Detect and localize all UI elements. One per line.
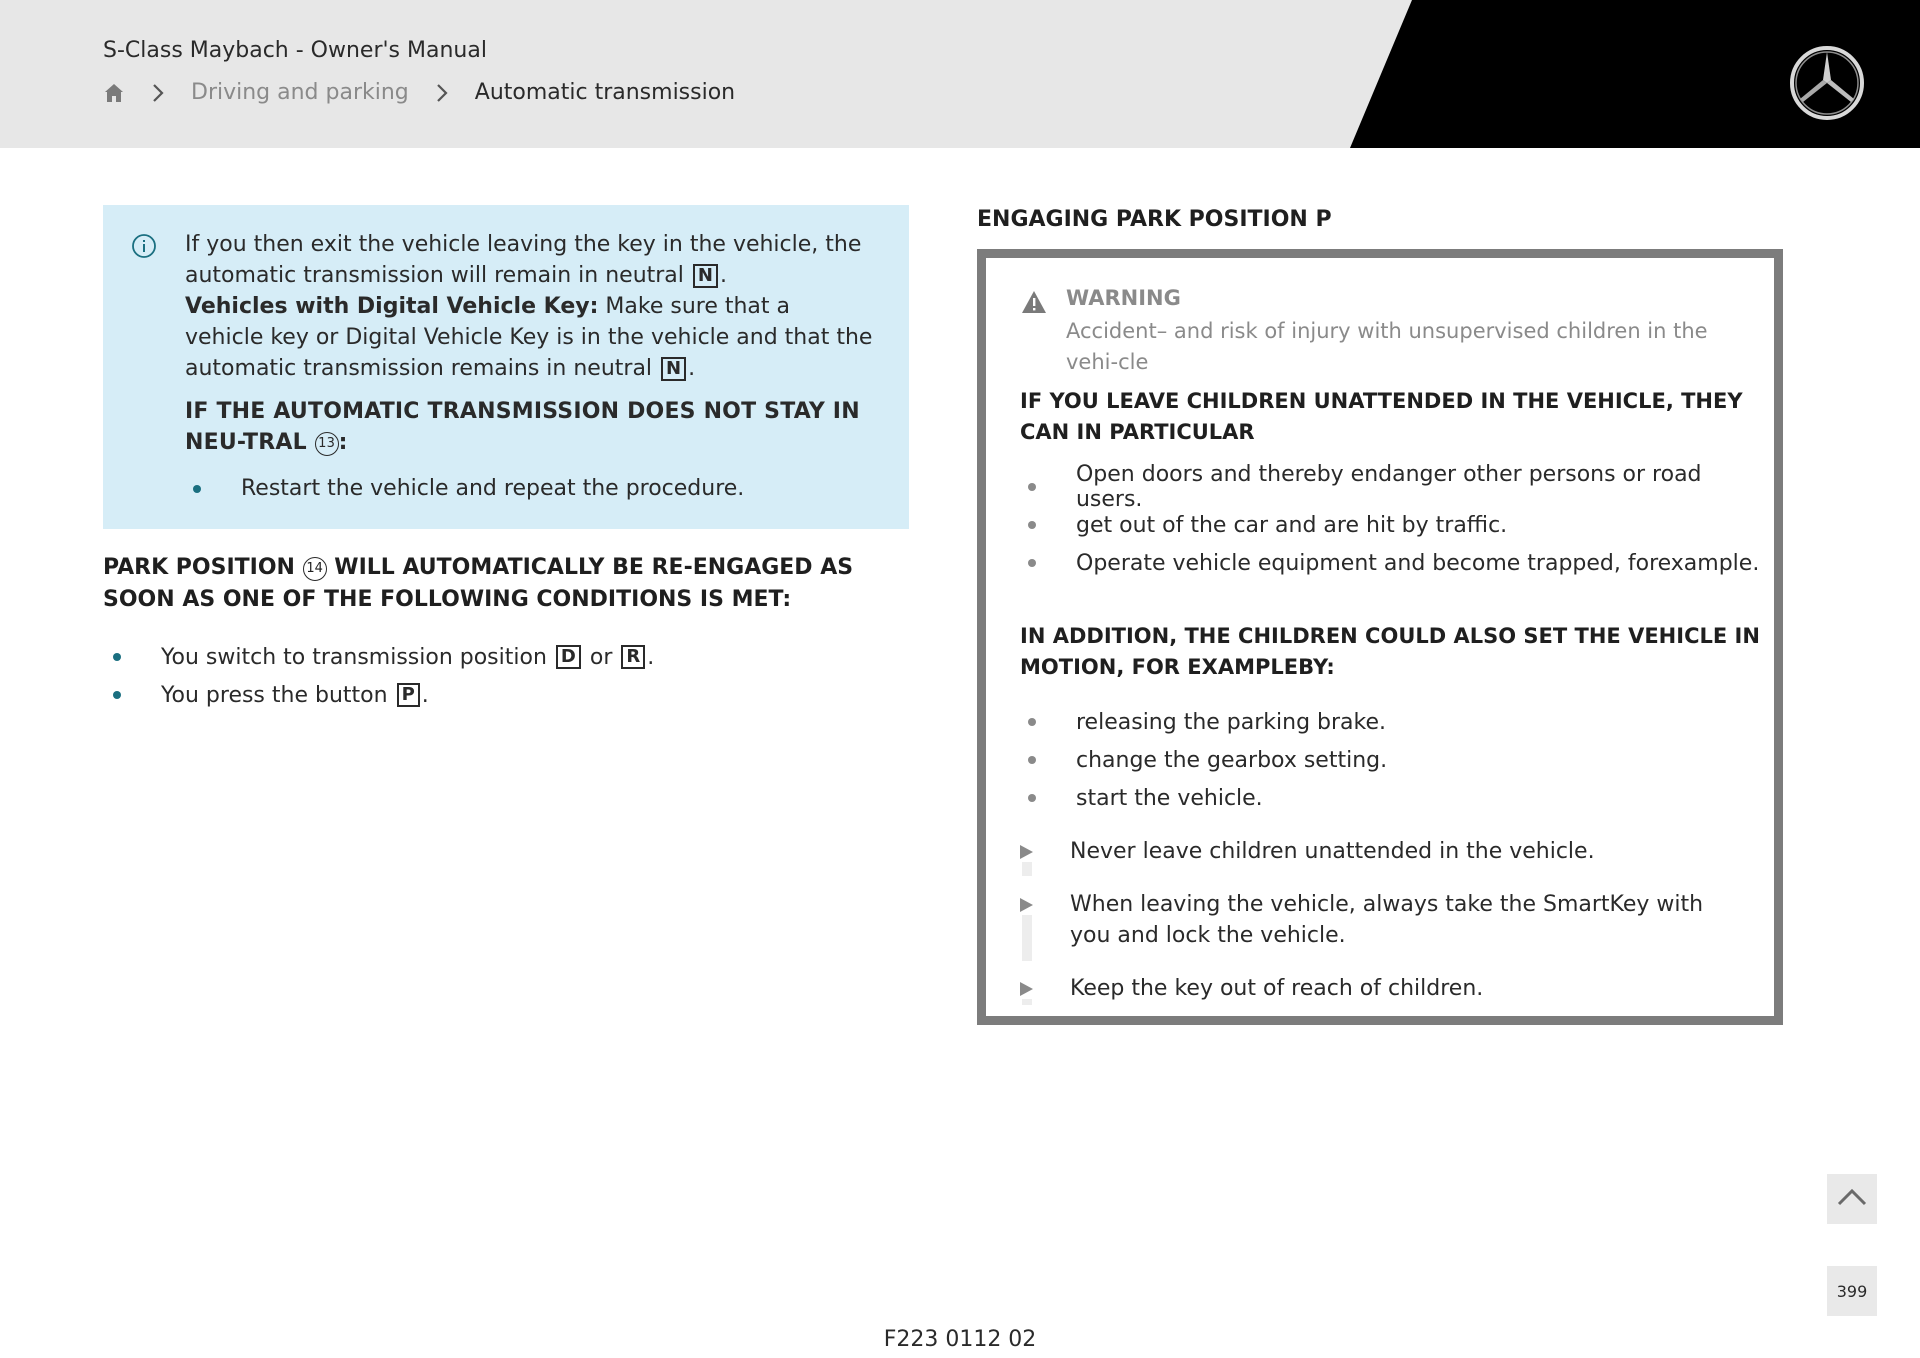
list-item-text: start the vehicle. xyxy=(1076,785,1263,811)
warning-heading-1: IF YOU LEAVE CHILDREN UNATTENDED IN THE VEHICLE, THEY CAN IN PARTICULAR xyxy=(1020,389,1743,444)
callout-marker-14: 14 xyxy=(303,557,327,581)
list-item-text: Open doors and thereby endanger other persons or road users. xyxy=(1075,462,1702,512)
warning-subtitle: Accident– and risk of injury with unsupervised children in the vehi-cle xyxy=(1066,319,1708,374)
bullet-icon xyxy=(193,485,201,493)
bullet-icon xyxy=(1028,521,1036,529)
home-icon[interactable] xyxy=(103,82,125,104)
page-number[interactable]: 399 xyxy=(1827,1266,1877,1316)
bullet-icon xyxy=(113,653,121,661)
action-step xyxy=(1020,836,1595,867)
condition-or: or xyxy=(589,644,613,670)
action-text: When leaving the vehicle, always take the SmartKey with you and lock the vehicle. xyxy=(1070,892,1704,948)
manual-title: S-Class Maybach - Owner's Manual xyxy=(103,38,487,63)
action-step xyxy=(1020,889,1720,951)
page-header xyxy=(0,0,1920,148)
breadcrumb-current: Automatic transmission xyxy=(474,80,736,105)
bullet-icon xyxy=(1028,483,1036,491)
list-item-text: get out of the car and are hit by traffic. xyxy=(1076,512,1508,538)
list-item-text: releasing the parking brake. xyxy=(1076,709,1387,735)
info-heading: IF THE AUTOMATIC TRANSMISSION DOES NOT STAY IN NEU-TRAL xyxy=(185,399,860,455)
key-n-symbol: N xyxy=(661,357,686,381)
warning-triangle-icon xyxy=(1021,290,1047,314)
list-item xyxy=(1020,462,1774,512)
digital-key-label: Vehicles with Digital Vehicle Key: xyxy=(185,294,599,319)
key-r-symbol: R xyxy=(621,645,645,669)
info-note-box xyxy=(103,205,909,529)
info-bullet-text: Restart the vehicle and repeat the procedure. xyxy=(241,476,745,501)
warning-list-1 xyxy=(1020,462,1774,582)
action-arrow-icon xyxy=(1020,836,1034,867)
breadcrumb-link-driving-and-parking[interactable]: Driving and parking xyxy=(191,80,409,105)
park-heading-before: PARK POSITION xyxy=(103,555,295,580)
list-item xyxy=(1020,544,1774,582)
bullet-icon xyxy=(1028,794,1036,802)
list-item xyxy=(1020,703,1387,741)
chevron-right-icon xyxy=(435,82,449,104)
bullet-icon xyxy=(1028,756,1036,764)
warning-box xyxy=(977,249,1783,1025)
list-item xyxy=(1020,779,1387,817)
info-note-text: If you then exit the vehicle leaving the key in the vehicle, the automatic transmission will remain in neutral N . Vehicles with Digital Vehicle Key: Make sure that a vehicle key or Digital Vehicle Key is in the vehicle and that the automatic transmission remains in neutral N . IF THE AUTOMATIC TRANSMISSION DOES NOT STAY IN NEU-TRAL 13 : xyxy=(185,232,873,455)
callout-marker-13: 13 xyxy=(315,432,339,456)
list-item: You switch to transmission position D or R . xyxy=(103,638,654,676)
condition-text: You switch to transmission position xyxy=(161,644,547,670)
bullet-icon xyxy=(1028,559,1036,567)
warning-title: WARNING xyxy=(1066,286,1181,310)
list-item-text: change the gearbox setting. xyxy=(1076,747,1388,773)
park-position-heading xyxy=(103,552,903,616)
engaging-park-heading: ENGAGING PARK POSITION P xyxy=(977,207,1332,232)
key-n-symbol: N xyxy=(693,264,718,288)
action-text: Never leave children unattended in the vehicle. xyxy=(1070,839,1595,864)
digital-key-text: Make sure that a vehicle key or Digital Vehicle Key is in the vehicle and that the automatic transmission remains in neutral xyxy=(185,294,873,381)
key-p-symbol: P xyxy=(397,683,420,707)
document-code: F223 0112 02 xyxy=(883,1327,1037,1352)
warning-list-2 xyxy=(1020,703,1387,817)
list-item xyxy=(193,476,744,501)
park-heading-after: WILL AUTOMATICALLY BE RE-ENGAGED AS SOON AS ONE OF THE FOLLOWING CONDITIONS IS MET: xyxy=(103,555,854,612)
list-item: You press the button P . xyxy=(103,676,654,714)
key-d-symbol: D xyxy=(556,645,581,669)
info-icon xyxy=(131,233,157,259)
scroll-to-top-button[interactable] xyxy=(1827,1174,1877,1224)
list-item xyxy=(1020,741,1387,779)
action-step xyxy=(1020,973,1483,1004)
warning-heading-2: IN ADDITION, THE CHILDREN COULD ALSO SET THE VEHICLE IN MOTION, FOR EXAMPLEBY: xyxy=(1020,624,1760,679)
condition-text: You press the button xyxy=(161,682,388,708)
park-conditions-list xyxy=(103,638,654,714)
bullet-icon xyxy=(1028,718,1036,726)
action-arrow-icon xyxy=(1020,973,1034,1004)
breadcrumb xyxy=(103,80,735,105)
chevron-right-icon xyxy=(151,82,165,104)
info-line1: If you then exit the vehicle leaving the key in the vehicle, the automatic transmission will remain in neutral xyxy=(185,232,862,288)
mercedes-star-icon[interactable] xyxy=(1788,44,1866,122)
bullet-icon xyxy=(113,691,121,699)
chevron-up-icon xyxy=(1836,1187,1868,1211)
list-item-text: Operate vehicle equipment and become trapped, forexample. xyxy=(1076,550,1760,576)
action-arrow-icon xyxy=(1020,889,1034,951)
action-text: Keep the key out of reach of children. xyxy=(1070,976,1484,1001)
